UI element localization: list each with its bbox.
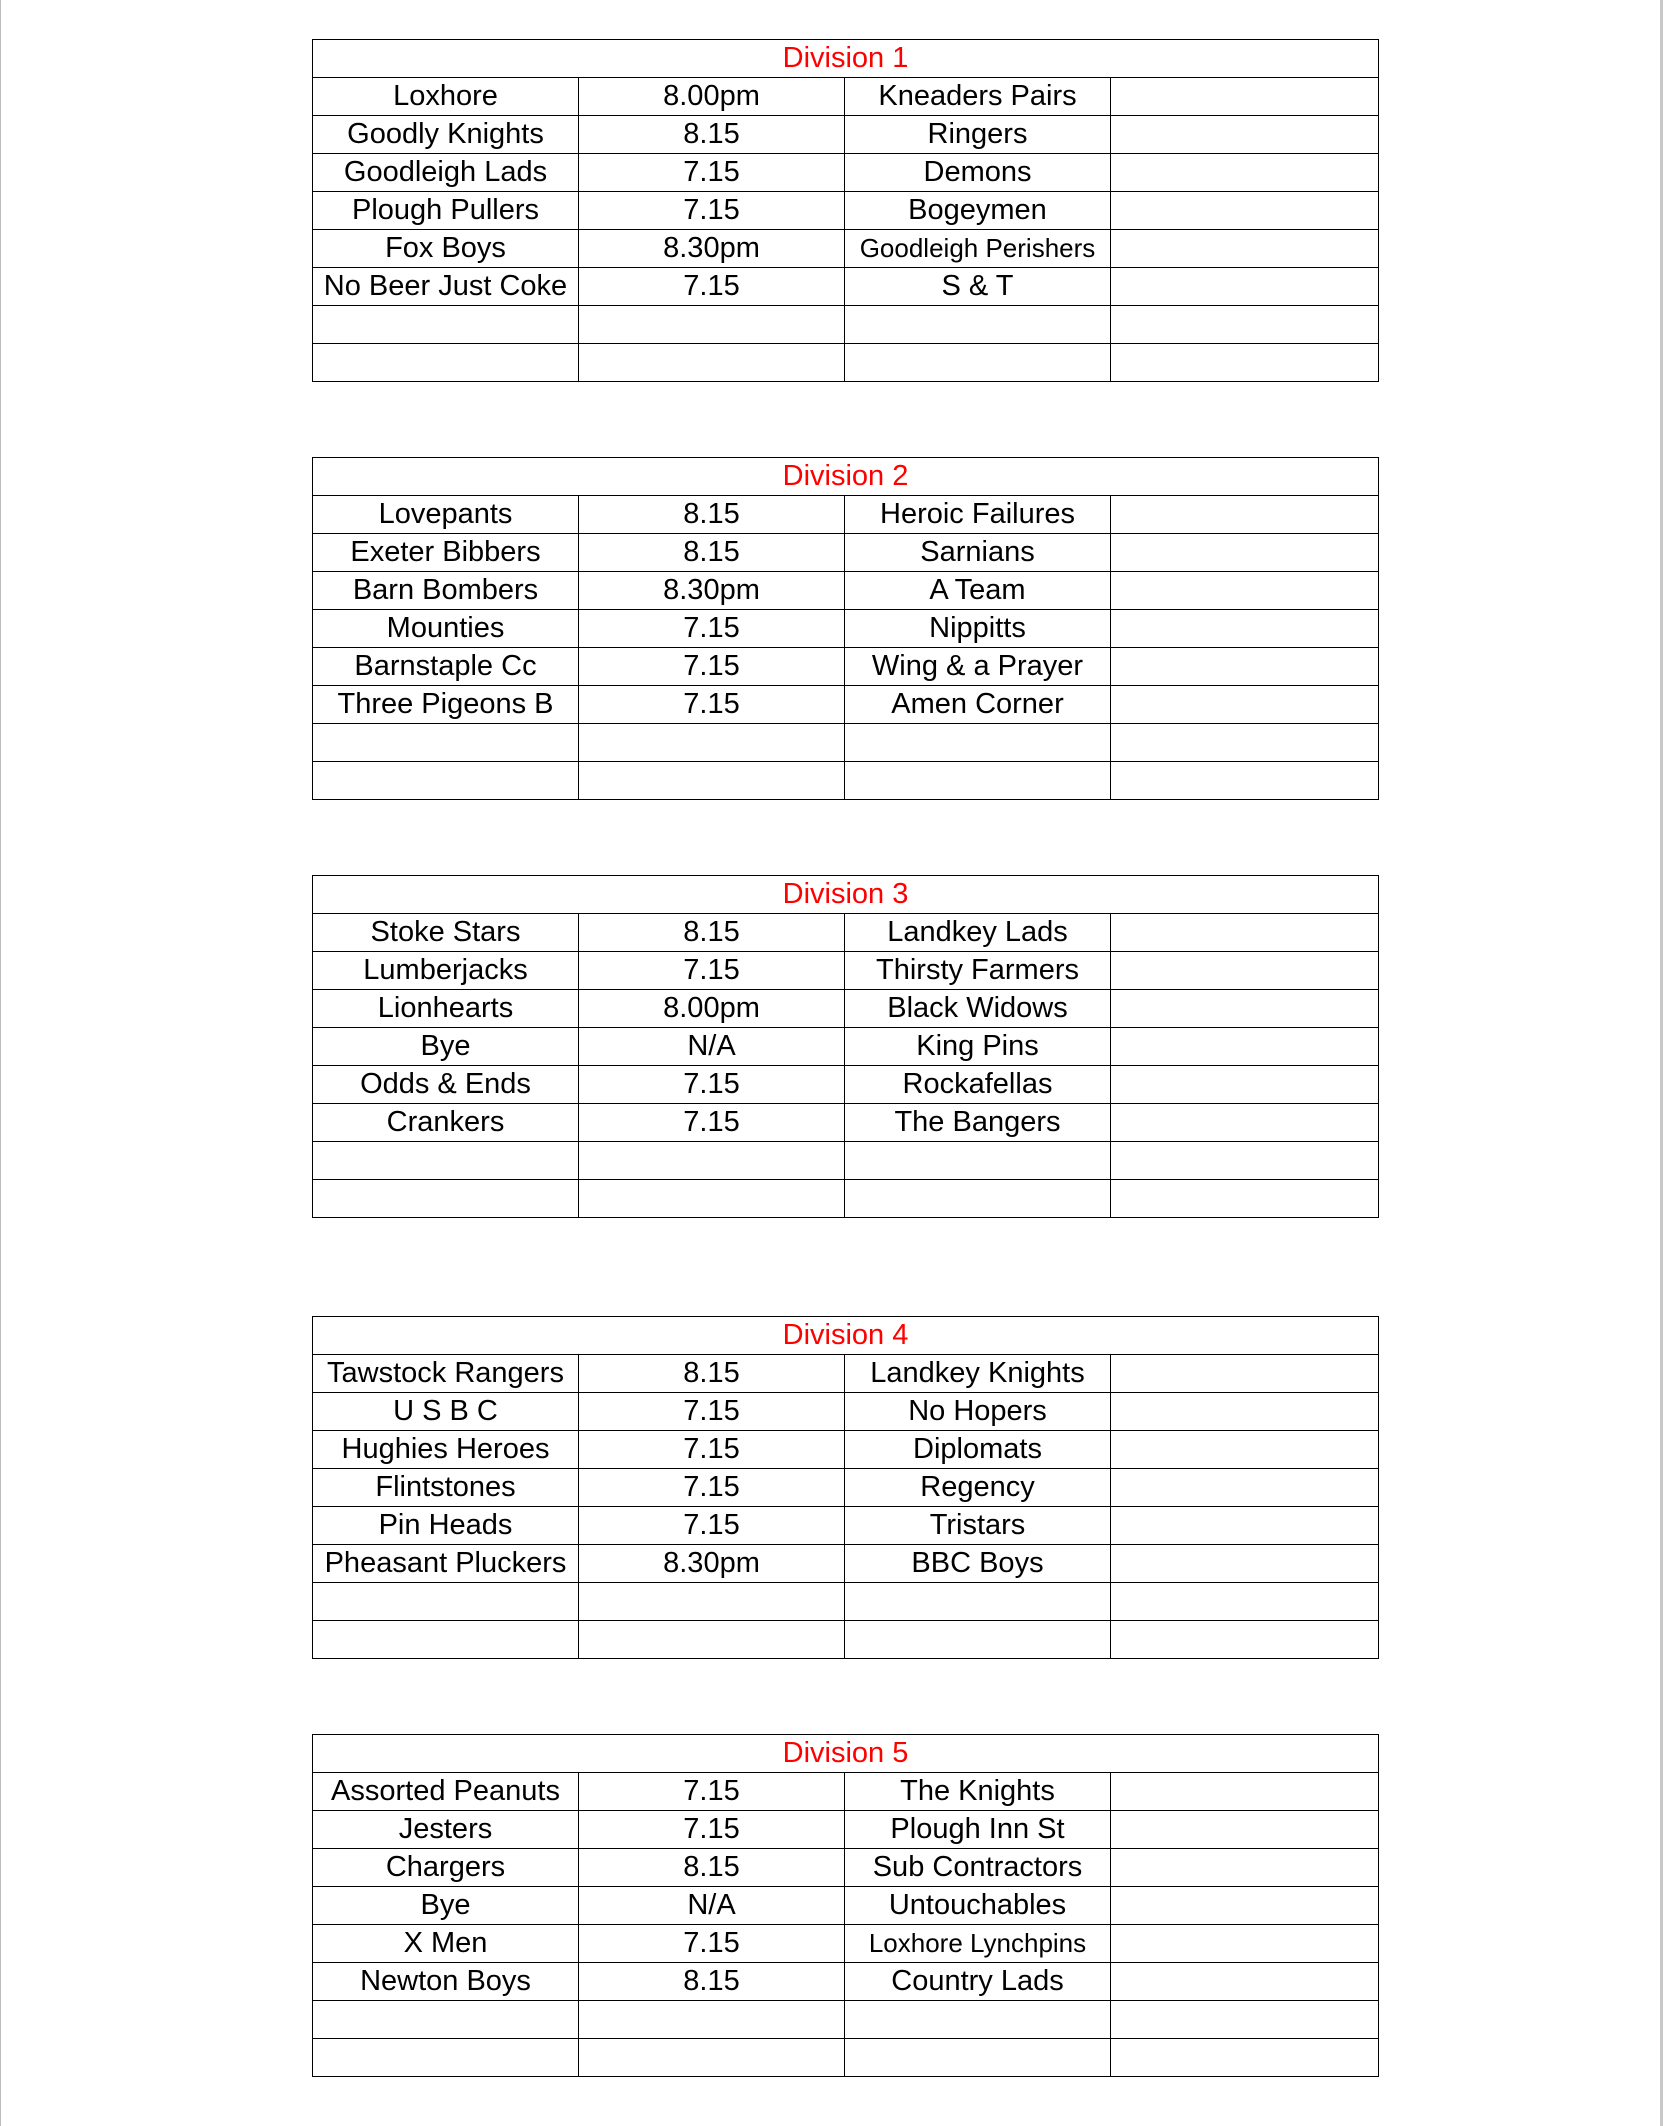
table-row: [313, 1963, 1379, 2001]
away-team: Landkey Lads: [845, 914, 1111, 952]
table-row: [313, 344, 1379, 382]
notes-cell: [1111, 1142, 1379, 1180]
away-team: Heroic Failures: [845, 496, 1111, 534]
start-time: 7.15: [579, 1507, 845, 1545]
start-time: [579, 1583, 845, 1621]
away-team: Regency: [845, 1469, 1111, 1507]
table-row: [313, 952, 1379, 990]
start-time: 7.15: [579, 1393, 845, 1431]
notes-cell: [1111, 344, 1379, 382]
table-row: [313, 1849, 1379, 1887]
notes-cell: [1111, 2039, 1379, 2077]
away-team: Thirsty Farmers: [845, 952, 1111, 990]
table-row: [313, 1104, 1379, 1142]
notes-cell: [1111, 914, 1379, 952]
notes-cell: [1111, 78, 1379, 116]
notes-cell: [1111, 952, 1379, 990]
start-time: 8.15: [579, 534, 845, 572]
division-5-table: [312, 1734, 1379, 2077]
start-time: 8.00pm: [579, 78, 845, 116]
start-time: 7.15: [579, 1066, 845, 1104]
start-time: 8.15: [579, 116, 845, 154]
start-time: 7.15: [579, 1469, 845, 1507]
start-time: N/A: [579, 1028, 845, 1066]
notes-cell: [1111, 1066, 1379, 1104]
table-row: [313, 154, 1379, 192]
division-title: Division 2: [313, 458, 1379, 496]
start-time: 7.15: [579, 268, 845, 306]
division-1-table: [312, 39, 1379, 382]
table-row: [313, 1811, 1379, 1849]
home-team: [313, 306, 579, 344]
table-row: [313, 1887, 1379, 1925]
division-3-table: [312, 875, 1379, 1218]
home-team: Pin Heads: [313, 1507, 579, 1545]
notes-cell: [1111, 572, 1379, 610]
home-team: Tawstock Rangers: [313, 1355, 579, 1393]
notes-cell: [1111, 268, 1379, 306]
home-team: Lovepants: [313, 496, 579, 534]
notes-cell: [1111, 1028, 1379, 1066]
division-title-row: [313, 458, 1379, 496]
table-row: [313, 1621, 1379, 1659]
notes-cell: [1111, 306, 1379, 344]
home-team: Barnstaple Cc: [313, 648, 579, 686]
away-team: [845, 1583, 1111, 1621]
table-row: [313, 192, 1379, 230]
home-team: [313, 2001, 579, 2039]
home-team: Fox Boys: [313, 230, 579, 268]
division-title: Division 1: [313, 40, 1379, 78]
table-row: [313, 496, 1379, 534]
notes-cell: [1111, 990, 1379, 1028]
notes-cell: [1111, 1583, 1379, 1621]
notes-cell: [1111, 1355, 1379, 1393]
away-team: Country Lads: [845, 1963, 1111, 2001]
start-time: [579, 1621, 845, 1659]
table-row: [313, 2001, 1379, 2039]
table-row: [313, 572, 1379, 610]
away-team: Black Widows: [845, 990, 1111, 1028]
home-team: Barn Bombers: [313, 572, 579, 610]
division-title: Division 5: [313, 1735, 1379, 1773]
start-time: 8.30pm: [579, 572, 845, 610]
away-team: Goodleigh Perishers: [845, 230, 1111, 268]
start-time: 8.30pm: [579, 230, 845, 268]
notes-cell: [1111, 1887, 1379, 1925]
table-row: [313, 1925, 1379, 1963]
away-team: Bogeymen: [845, 192, 1111, 230]
home-team: Jesters: [313, 1811, 579, 1849]
table-row: [313, 762, 1379, 800]
start-time: [579, 2039, 845, 2077]
start-time: [579, 2001, 845, 2039]
division-2-table: [312, 457, 1379, 800]
notes-cell: [1111, 1180, 1379, 1218]
table-row: [313, 610, 1379, 648]
table-row: [313, 230, 1379, 268]
table-row: [313, 1066, 1379, 1104]
away-team: Tristars: [845, 1507, 1111, 1545]
away-team: King Pins: [845, 1028, 1111, 1066]
notes-cell: [1111, 1431, 1379, 1469]
away-team: [845, 1621, 1111, 1659]
division-title-row: [313, 40, 1379, 78]
home-team: Three Pigeons B: [313, 686, 579, 724]
home-team: Plough Pullers: [313, 192, 579, 230]
away-team: S & T: [845, 268, 1111, 306]
division-title-row: [313, 1735, 1379, 1773]
start-time: [579, 344, 845, 382]
notes-cell: [1111, 1963, 1379, 2001]
away-team: [845, 344, 1111, 382]
table-row: [313, 686, 1379, 724]
away-team: [845, 724, 1111, 762]
notes-cell: [1111, 534, 1379, 572]
start-time: 8.15: [579, 914, 845, 952]
home-team: [313, 724, 579, 762]
home-team: Crankers: [313, 1104, 579, 1142]
away-team: No Hopers: [845, 1393, 1111, 1431]
home-team: [313, 1621, 579, 1659]
home-team: Goodly Knights: [313, 116, 579, 154]
start-time: [579, 1142, 845, 1180]
start-time: 7.15: [579, 686, 845, 724]
division-title: Division 3: [313, 876, 1379, 914]
start-time: 7.15: [579, 610, 845, 648]
division-title-row: [313, 876, 1379, 914]
table-row: [313, 724, 1379, 762]
table-row: [313, 2039, 1379, 2077]
start-time: 8.15: [579, 1355, 845, 1393]
start-time: 7.15: [579, 1104, 845, 1142]
start-time: 7.15: [579, 1811, 845, 1849]
table-row: [313, 1583, 1379, 1621]
away-team: [845, 762, 1111, 800]
home-team: Bye: [313, 1887, 579, 1925]
home-team: Lumberjacks: [313, 952, 579, 990]
notes-cell: [1111, 154, 1379, 192]
home-team: Odds & Ends: [313, 1066, 579, 1104]
table-row: [313, 1773, 1379, 1811]
away-team: Kneaders Pairs: [845, 78, 1111, 116]
table-row: [313, 914, 1379, 952]
start-time: [579, 762, 845, 800]
notes-cell: [1111, 116, 1379, 154]
table-row: [313, 1355, 1379, 1393]
home-team: Pheasant Pluckers: [313, 1545, 579, 1583]
table-row: [313, 78, 1379, 116]
start-time: 7.15: [579, 648, 845, 686]
division-title-row: [313, 1317, 1379, 1355]
table-row: [313, 1142, 1379, 1180]
start-time: 7.15: [579, 1925, 845, 1963]
home-team: [313, 344, 579, 382]
table-row: [313, 1545, 1379, 1583]
start-time: 7.15: [579, 192, 845, 230]
home-team: [313, 2039, 579, 2077]
away-team: Wing & a Prayer: [845, 648, 1111, 686]
division-4-table: [312, 1316, 1379, 1659]
away-team: Nippitts: [845, 610, 1111, 648]
start-time: 7.15: [579, 1773, 845, 1811]
notes-cell: [1111, 1393, 1379, 1431]
away-team: Diplomats: [845, 1431, 1111, 1469]
start-time: 7.15: [579, 952, 845, 990]
table-row: [313, 534, 1379, 572]
away-team: BBC Boys: [845, 1545, 1111, 1583]
away-team: Demons: [845, 154, 1111, 192]
home-team: Assorted Peanuts: [313, 1773, 579, 1811]
notes-cell: [1111, 1849, 1379, 1887]
table-row: [313, 116, 1379, 154]
away-team: Rockafellas: [845, 1066, 1111, 1104]
notes-cell: [1111, 762, 1379, 800]
home-team: U S B C: [313, 1393, 579, 1431]
notes-cell: [1111, 1773, 1379, 1811]
start-time: [579, 306, 845, 344]
table-row: [313, 990, 1379, 1028]
start-time: 8.15: [579, 1849, 845, 1887]
home-team: [313, 1180, 579, 1218]
table-row: [313, 1028, 1379, 1066]
notes-cell: [1111, 1469, 1379, 1507]
start-time: 8.15: [579, 496, 845, 534]
home-team: Exeter Bibbers: [313, 534, 579, 572]
home-team: No Beer Just Coke: [313, 268, 579, 306]
home-team: Flintstones: [313, 1469, 579, 1507]
notes-cell: [1111, 2001, 1379, 2039]
away-team: [845, 1180, 1111, 1218]
away-team: Sarnians: [845, 534, 1111, 572]
home-team: [313, 762, 579, 800]
home-team: [313, 1142, 579, 1180]
away-team: [845, 2039, 1111, 2077]
home-team: Stoke Stars: [313, 914, 579, 952]
start-time: 8.30pm: [579, 1545, 845, 1583]
home-team: Bye: [313, 1028, 579, 1066]
notes-cell: [1111, 686, 1379, 724]
away-team: A Team: [845, 572, 1111, 610]
table-row: [313, 268, 1379, 306]
table-row: [313, 306, 1379, 344]
start-time: [579, 1180, 845, 1218]
start-time: 7.15: [579, 1431, 845, 1469]
home-team: Loxhore: [313, 78, 579, 116]
start-time: 7.15: [579, 154, 845, 192]
home-team: Hughies Heroes: [313, 1431, 579, 1469]
home-team: Lionhearts: [313, 990, 579, 1028]
away-team: [845, 2001, 1111, 2039]
away-team: Landkey Knights: [845, 1355, 1111, 1393]
away-team: Loxhore Lynchpins: [845, 1925, 1111, 1963]
home-team: Mounties: [313, 610, 579, 648]
away-team: The Knights: [845, 1773, 1111, 1811]
notes-cell: [1111, 1811, 1379, 1849]
away-team: [845, 306, 1111, 344]
start-time: 8.00pm: [579, 990, 845, 1028]
division-title: Division 4: [313, 1317, 1379, 1355]
table-row: [313, 1180, 1379, 1218]
start-time: 8.15: [579, 1963, 845, 2001]
away-team: Untouchables: [845, 1887, 1111, 1925]
away-team: Amen Corner: [845, 686, 1111, 724]
home-team: Chargers: [313, 1849, 579, 1887]
away-team: Ringers: [845, 116, 1111, 154]
home-team: Newton Boys: [313, 1963, 579, 2001]
notes-cell: [1111, 1507, 1379, 1545]
notes-cell: [1111, 724, 1379, 762]
notes-cell: [1111, 1104, 1379, 1142]
table-row: [313, 1507, 1379, 1545]
start-time: [579, 724, 845, 762]
notes-cell: [1111, 1545, 1379, 1583]
home-team: X Men: [313, 1925, 579, 1963]
start-time: N/A: [579, 1887, 845, 1925]
notes-cell: [1111, 1925, 1379, 1963]
home-team: [313, 1583, 579, 1621]
notes-cell: [1111, 1621, 1379, 1659]
notes-cell: [1111, 610, 1379, 648]
notes-cell: [1111, 496, 1379, 534]
table-row: [313, 1431, 1379, 1469]
away-team: [845, 1142, 1111, 1180]
away-team: Plough Inn St: [845, 1811, 1111, 1849]
home-team: Goodleigh Lads: [313, 154, 579, 192]
notes-cell: [1111, 648, 1379, 686]
notes-cell: [1111, 230, 1379, 268]
table-row: [313, 1469, 1379, 1507]
notes-cell: [1111, 192, 1379, 230]
table-row: [313, 648, 1379, 686]
away-team: The Bangers: [845, 1104, 1111, 1142]
away-team: Sub Contractors: [845, 1849, 1111, 1887]
table-row: [313, 1393, 1379, 1431]
